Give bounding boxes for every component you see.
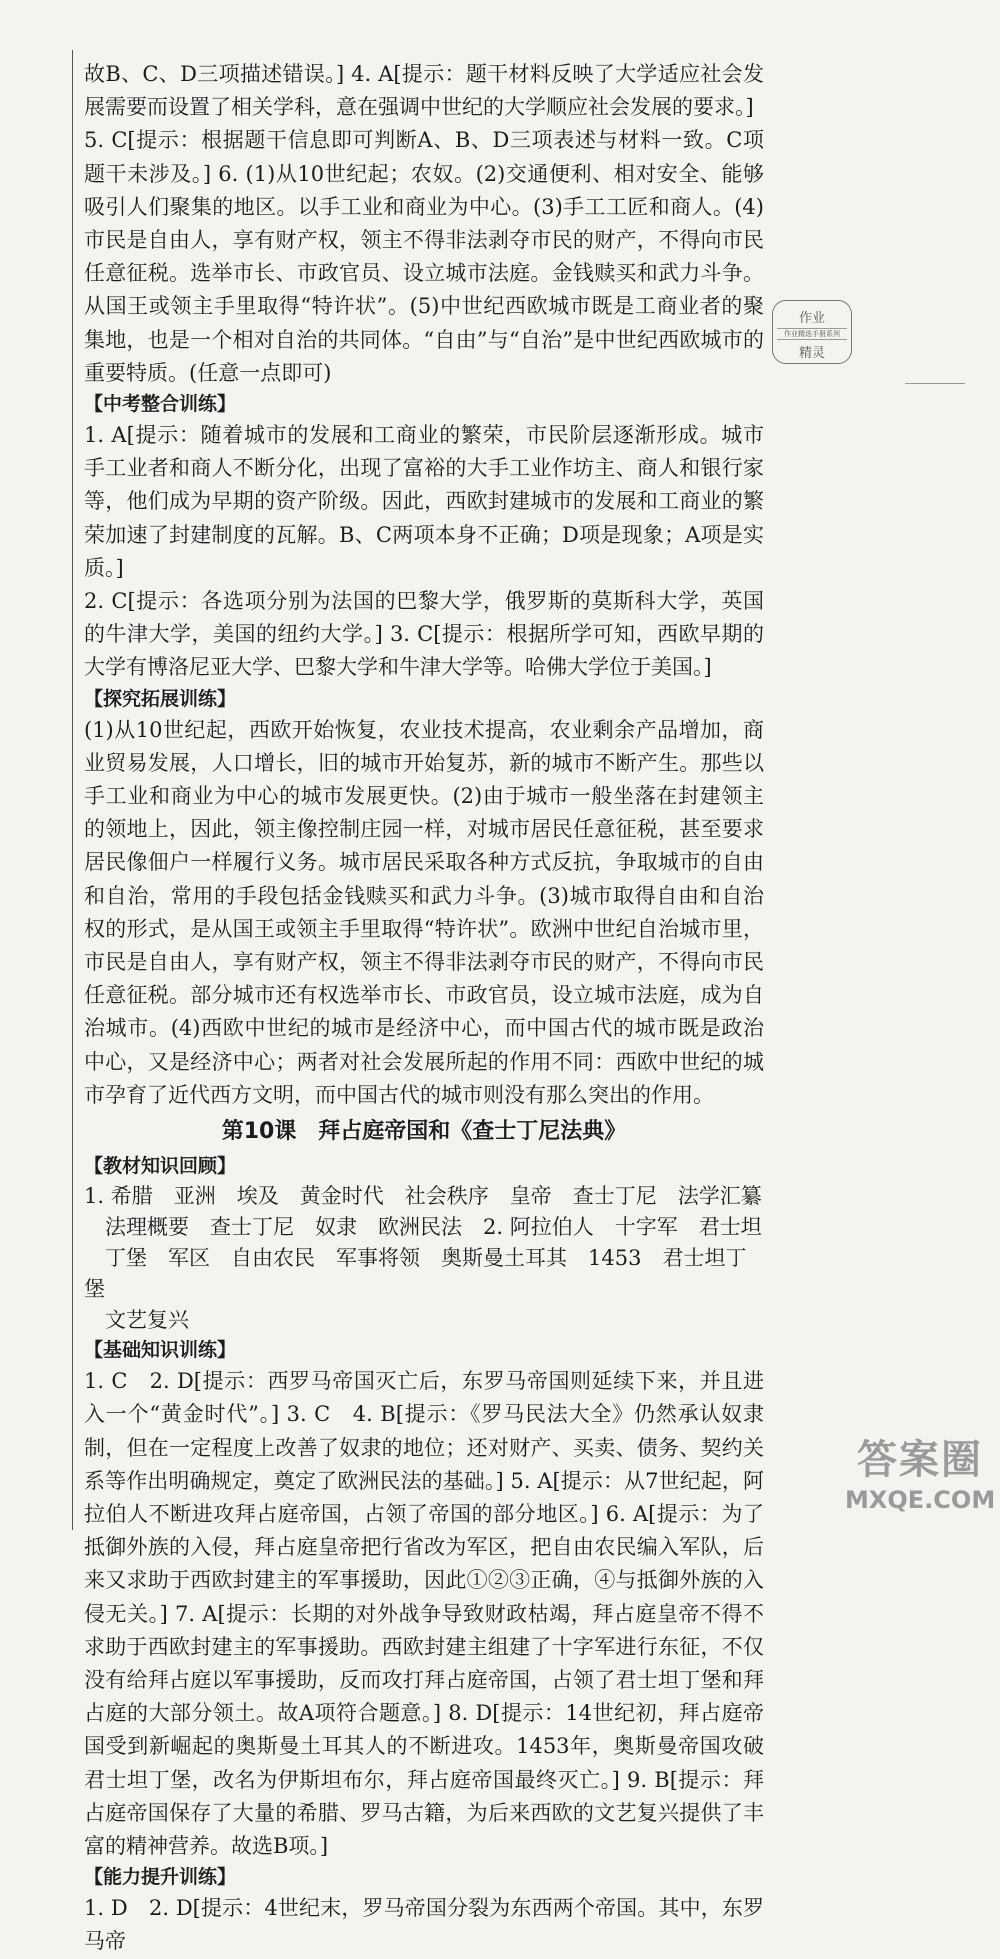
site-watermark <box>845 1436 995 1532</box>
answer-paragraph: (1)从10世纪起，西欧开始恢复，农业技术提高，农业剩余产品增加，商业贸易发展，人口增长，旧的城市开始复苏，新的城市不断产生。那些以手工业和商业为中心的城市发展更快。(2)由于城市一般坐落在封建领主的领地上，因此，领主像控制庄园一样，对城市居民任意征税，甚至要求居民像佃户一样履行义务。城市居民采取各种方式反抗，争取城市的自由和自治，常用的手段包括金钱赎买和武力斗争。(3)城市取得自由和自治权的形式，是从国王或领主手里取得“特许状”。欧洲中世纪自治城市里，市民是自由人，享有财产权，领主不得非法剥夺市民的财产，不得向市民任意征税。部分城市还有权选举市长、市政官员，设立城市法庭，成为自治城市。(4)西欧中世纪的城市是经济中心，而中国古代的城市既是政治中心，又是经济中心；两者对社会发展所起的作用不同：西欧中世纪的城市孕育了近代西方文明，而中国古代的城市则没有那么突出的作用。 <box>84 717 764 1107</box>
section-heading-zhongkao: 【中考整合训练】 <box>84 393 237 416</box>
answer-paragraph: 2. C[提示：各选项分别为法国的巴黎大学，俄罗斯的莫斯科大学，英国的牛津大学，美国的纽约大学。] 3. C[提示：根据所学可知，西欧早期的大学有博洛尼亚大学、巴黎大学和牛津大学等。哈佛大学位于美国。] <box>84 589 764 680</box>
knowledge-line: 文艺复兴 <box>84 1308 189 1333</box>
knowledge-line: 丁堡 军区 自由农民 军事将领 奥斯曼土耳其 1453 君士坦丁堡 <box>84 1246 747 1302</box>
stamp-line-2: 作业精选手册系列 <box>777 328 847 340</box>
watermark-url: MXQE.COM <box>845 1486 996 1514</box>
answer-paragraph: 1. C 2. D[提示：西罗马帝国灭亡后，东罗马帝国则延续下来，并且进入一个“黄金时代”。] 3. C 4. B[提示：《罗马民法大全》仍然承认奴隶制，但在一定程度上改善了奴隶的地位；还对财产、买卖、债务、契约关系等作出明确规定，奠定了欧洲民法的基础。] 5. A[提示：从7世纪起，阿拉伯人不断进攻拜占庭帝国，占领了帝国的部分地区。] 6. A[提示：为了抵御外族的入侵，拜占庭皇帝把行省改为军区，把自由农民编入军队，后来又求助于西欧封建主的军事援助，因此①②③正确，④与抵御外族的入侵无关。] 7. A[提示：长期的对外战争导致财政枯竭，拜占庭皇帝不得不求助于西欧封建主的军事援助。西欧封建主组建了十字军进行东征，不仅没有给拜占庭以军事援助，反而攻打拜占庭帝国，占领了君士坦丁堡和拜占庭的大部分领土。故A项符合题意。] 8. D[提示：14世纪初，拜占庭帝国受到新崛起的奥斯曼土耳其人的不断进攻。1453年，奥斯曼帝国攻破君士坦丁堡，改名为伊斯坦布尔，拜占庭帝国最终灭亡。] 9. B[提示：拜占庭帝国保存了大量的希腊、罗马古籍，为后来西欧的文艺复兴提供了丰富的精神营养。故选B项。] <box>84 1369 764 1858</box>
answer-paragraph: 1. D 2. D[提示：4世纪末，罗马帝国分裂为东西两个帝国。其中，东罗马帝 <box>84 1896 764 1954</box>
knowledge-line: 法理概要 查士丁尼 奴隶 欧洲民法 2. 阿拉伯人 十字军 君士坦 <box>84 1215 762 1240</box>
answer-paragraph: 1. A[提示：随着城市的发展和工商业的繁荣，市民阶层逐渐形成。城市手工业者和商人不断分化，出现了富裕的大手工业作坊主、商人和银行家等，他们成为早期的资产阶级。因此，西欧封建城市的发展和工商业的繁荣加速了封建制度的瓦解。B、C两项本身不正确；D项是现象；A项是实质。] <box>84 423 764 580</box>
answer-paragraph: 故B、C、D三项描述错误。] 4. A[提示：题干材料反映了大学适应社会发展需要而设置了相关学科，意在强调中世纪的大学顺应社会发展的要求。] <box>84 62 764 120</box>
publisher-stamp <box>772 300 852 364</box>
answer-page <box>84 58 764 1959</box>
margin-dash <box>905 383 965 384</box>
watermark-title: 答案圈 <box>857 1437 983 1483</box>
section-heading-jiaocai: 【教材知识回顾】 <box>84 1155 237 1178</box>
section-heading-jichu: 【基础知识训练】 <box>84 1339 237 1362</box>
section-heading-tanjiu: 【探究拓展训练】 <box>84 687 237 710</box>
knowledge-line: 1. 希腊 亚洲 埃及 黄金时代 社会秩序 皇帝 查士丁尼 法学汇纂 <box>84 1184 762 1209</box>
answer-paragraph: 5. C[提示：根据题干信息即可判断A、B、D三项表述与材料一致。C项题干未涉及。] 6. (1)从10世纪起；农奴。(2)交通便利、相对安全、能够吸引人们聚集的地区。以手工业和商业为中心。(3)手工工匠和商人。(4)市民是自由人，享有财产权，领主不得非法剥夺市民的财产，不得向市民任意征税。选举市长、市政官员、设立城市法庭。金钱赎买和武力斗争。从国王或领主手里取得“特许状”。(5)中世纪西欧城市既是工商业者的聚集地，也是一个相对自治的共同体。“自由”与“自治”是中世纪西欧城市的重要特质。(任意一点即可) <box>84 128 764 385</box>
lesson-title: 第10课 拜占庭帝国和《查士丁尼法典》 <box>221 1119 627 1145</box>
section-heading-nengli: 【能力提升训练】 <box>84 1866 237 1889</box>
stamp-line-3: 精灵 <box>798 346 825 361</box>
stamp-line-1: 作业 <box>798 311 825 326</box>
margin-rule <box>72 50 73 1530</box>
